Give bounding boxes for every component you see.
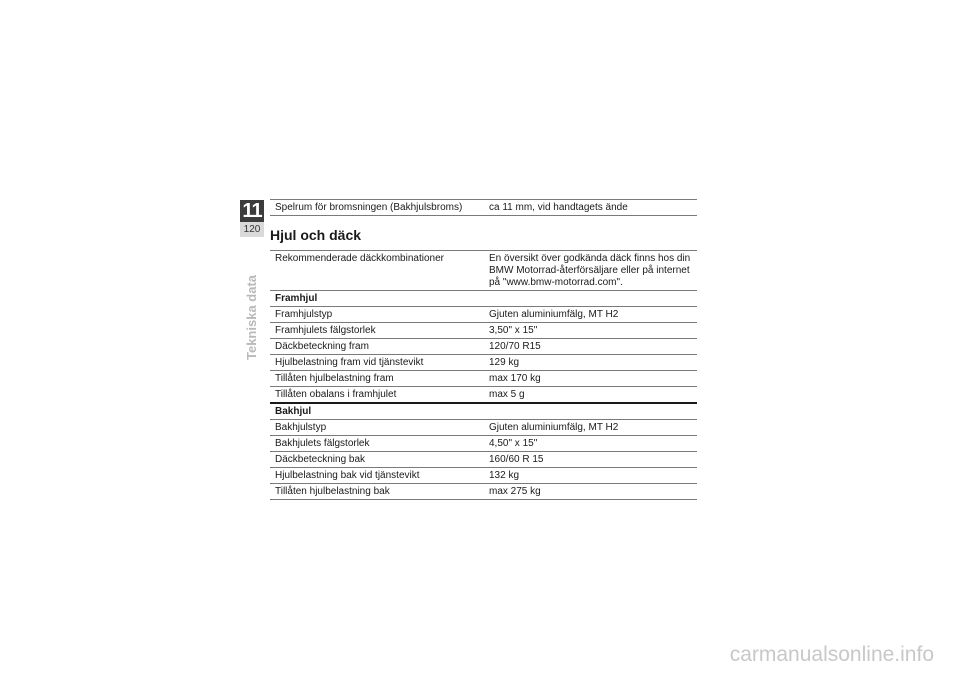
spec-value: 3,50" x 15" bbox=[489, 325, 538, 336]
table-row bbox=[270, 371, 697, 387]
spec-label: Spelrum för bromsningen (Bakhjulsbroms) bbox=[275, 202, 463, 213]
spec-value: max 275 kg bbox=[489, 486, 541, 497]
table-row bbox=[270, 484, 697, 500]
section-title: Hjul och däck bbox=[270, 227, 362, 243]
table-row bbox=[270, 250, 697, 291]
spec-value: 129 kg bbox=[489, 357, 520, 368]
table-row bbox=[270, 436, 697, 452]
spec-label: Bakhjulets fälgstorlek bbox=[275, 438, 370, 449]
table-row bbox=[270, 339, 697, 355]
table-row bbox=[270, 452, 697, 468]
spec-label: Däckbeteckning fram bbox=[275, 341, 369, 352]
spec-label: Tillåten hjulbelastning bak bbox=[275, 486, 390, 497]
spec-label: Hjulbelastning fram vid tjänstevikt bbox=[275, 357, 424, 368]
table-row bbox=[270, 387, 697, 404]
spec-label: Framhjulstyp bbox=[275, 309, 333, 320]
spec-value: Gjuten aluminiumfälg, MT H2 bbox=[489, 422, 619, 433]
chapter-number: 11 bbox=[240, 200, 264, 222]
spec-label: Däckbeteckning bak bbox=[275, 454, 366, 465]
spec-value: max 170 kg bbox=[489, 373, 541, 384]
spec-label: Framhjulets fälgstorlek bbox=[275, 325, 376, 336]
table-row bbox=[270, 420, 697, 436]
spec-value: En översikt över godkända däck finns hos din BMW Motorrad-återförsäljare eller på internet på "www.bmw-motorrad.com". bbox=[489, 253, 691, 288]
page-number: 120 bbox=[243, 224, 261, 235]
table-row bbox=[270, 468, 697, 484]
spec-label: Tillåten hjulbelastning fram bbox=[275, 373, 394, 384]
spec-value: 4,50" x 15" bbox=[489, 438, 538, 449]
table-row bbox=[270, 323, 697, 339]
spec-content bbox=[270, 199, 697, 500]
spec-value: 160/60 R 15 bbox=[489, 454, 544, 465]
table-row bbox=[270, 355, 697, 371]
spec-label: Bakhjulstyp bbox=[275, 422, 327, 433]
table-row bbox=[270, 199, 697, 216]
spec-label: Rekommenderade däckkombinationer bbox=[275, 253, 444, 264]
side-chapter-title: Tekniska data bbox=[244, 274, 259, 360]
spec-value: 120/70 R15 bbox=[489, 341, 541, 352]
spec-value: 132 kg bbox=[489, 470, 520, 481]
spec-value: Gjuten aluminiumfälg, MT H2 bbox=[489, 309, 619, 320]
table-row bbox=[270, 307, 697, 323]
subsection-header-rear: Bakhjul bbox=[270, 404, 697, 420]
watermark: carmanualsonline.info bbox=[729, 643, 934, 666]
spec-value: max 5 g bbox=[489, 389, 525, 400]
spec-label: Tillåten obalans i framhjulet bbox=[275, 389, 397, 400]
subsection-header-front: Framhjul bbox=[270, 291, 697, 307]
spec-label: Hjulbelastning bak vid tjänstevikt bbox=[275, 470, 420, 481]
spec-value: ca 11 mm, vid handtagets ände bbox=[489, 202, 628, 213]
